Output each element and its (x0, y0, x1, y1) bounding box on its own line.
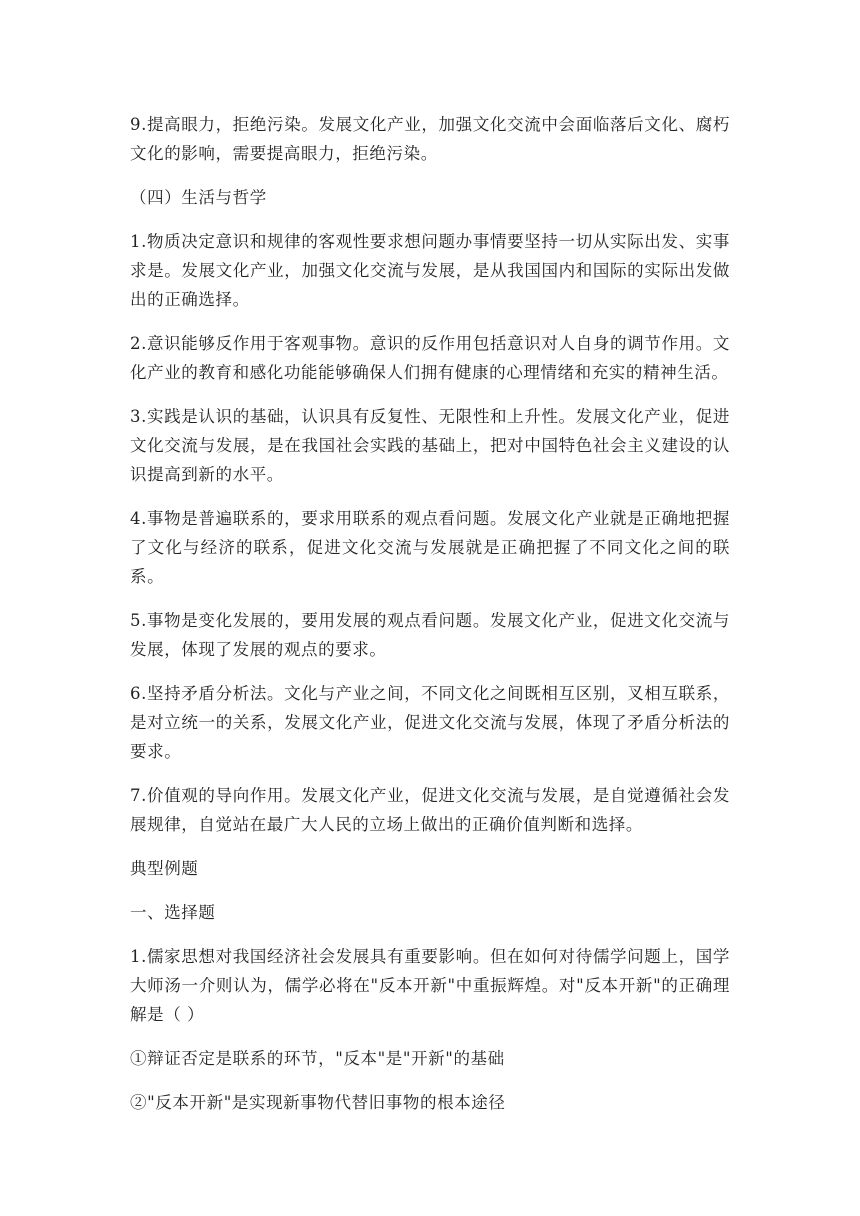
paragraph-item-1-matter: 1.物质决定意识和规律的客观性要求想问题办事情要坚持一切从实际出发、实事求是。发展文化产业，加强文化交流与发展，是从我国国内和国际的实际出发做出的正确选择。 (130, 232, 730, 309)
paragraph-item-3-practice: 3.实践是认识的基础，认识具有反复性、无限性和上升性。发展文化产业，促进文化交流与发展，是在我国社会实践的基础上，把对中国特色社会主义建设的认识提高到新的水平。 (130, 407, 730, 484)
question-1-stem: 1.儒家思想对我国经济社会发展具有重要影响。但在如何对待儒学问题上，国学大师汤一介则认为，儒学必将在"反本开新"中重振辉煌。对"反本开新"的正确理解是（ ） (130, 947, 730, 1024)
paragraph-item-6-contradiction: 6.坚持矛盾分析法。文化与产业之间，不同文化之间既相互区别，叉相互联系，是对立统一的关系，发展文化产业，促进文化交流与发展，体现了矛盾分析法的要求。 (130, 684, 730, 761)
paragraph-item-4-connection: 4.事物是普遍联系的，要求用联系的观点看问题。发展文化产业就是正确地把握了文化与经济的联系，促进文化交流与发展就是正确把握了不同文化之间的联系。 (130, 509, 730, 586)
paragraph-item-2-consciousness: 2.意识能够反作用于客观事物。意识的反作用包括意识对人自身的调节作用。文化产业的教育和感化功能能够确保人们拥有健康的心理情绪和充实的精神生活。 (130, 334, 730, 382)
document-page (130, 110, 730, 1132)
paragraph-item-5-development: 5.事物是变化发展的，要用发展的观点看问题。发展文化产业，促进文化交流与发展，体现了发展的观点的要求。 (130, 611, 730, 659)
section-heading-typical-examples: 典型例题 (130, 859, 199, 878)
question-1-option-1: ①辩证否定是联系的环节，"反本"是"开新"的基础 (130, 1049, 505, 1068)
question-1-option-2: ②"反本开新"是实现新事物代替旧事物的根本途径 (130, 1093, 506, 1112)
section-heading-life-and-philosophy: （四）生活与哲学 (130, 188, 267, 207)
paragraph-item-9-eyesight: 9.提高眼力，拒绝污染。发展文化产业，加强文化交流中会面临落后文化、腐朽文化的影响，需要提高眼力，拒绝污染。 (130, 115, 730, 163)
paragraph-item-7-values: 7.价值观的导向作用。发展文化产业，促进文化交流与发展，是自觉遵循社会发展规律，自觉站在最广大人民的立场上做出的正确价值判断和选择。 (130, 786, 730, 834)
section-heading-multiple-choice: 一、选择题 (130, 903, 216, 922)
